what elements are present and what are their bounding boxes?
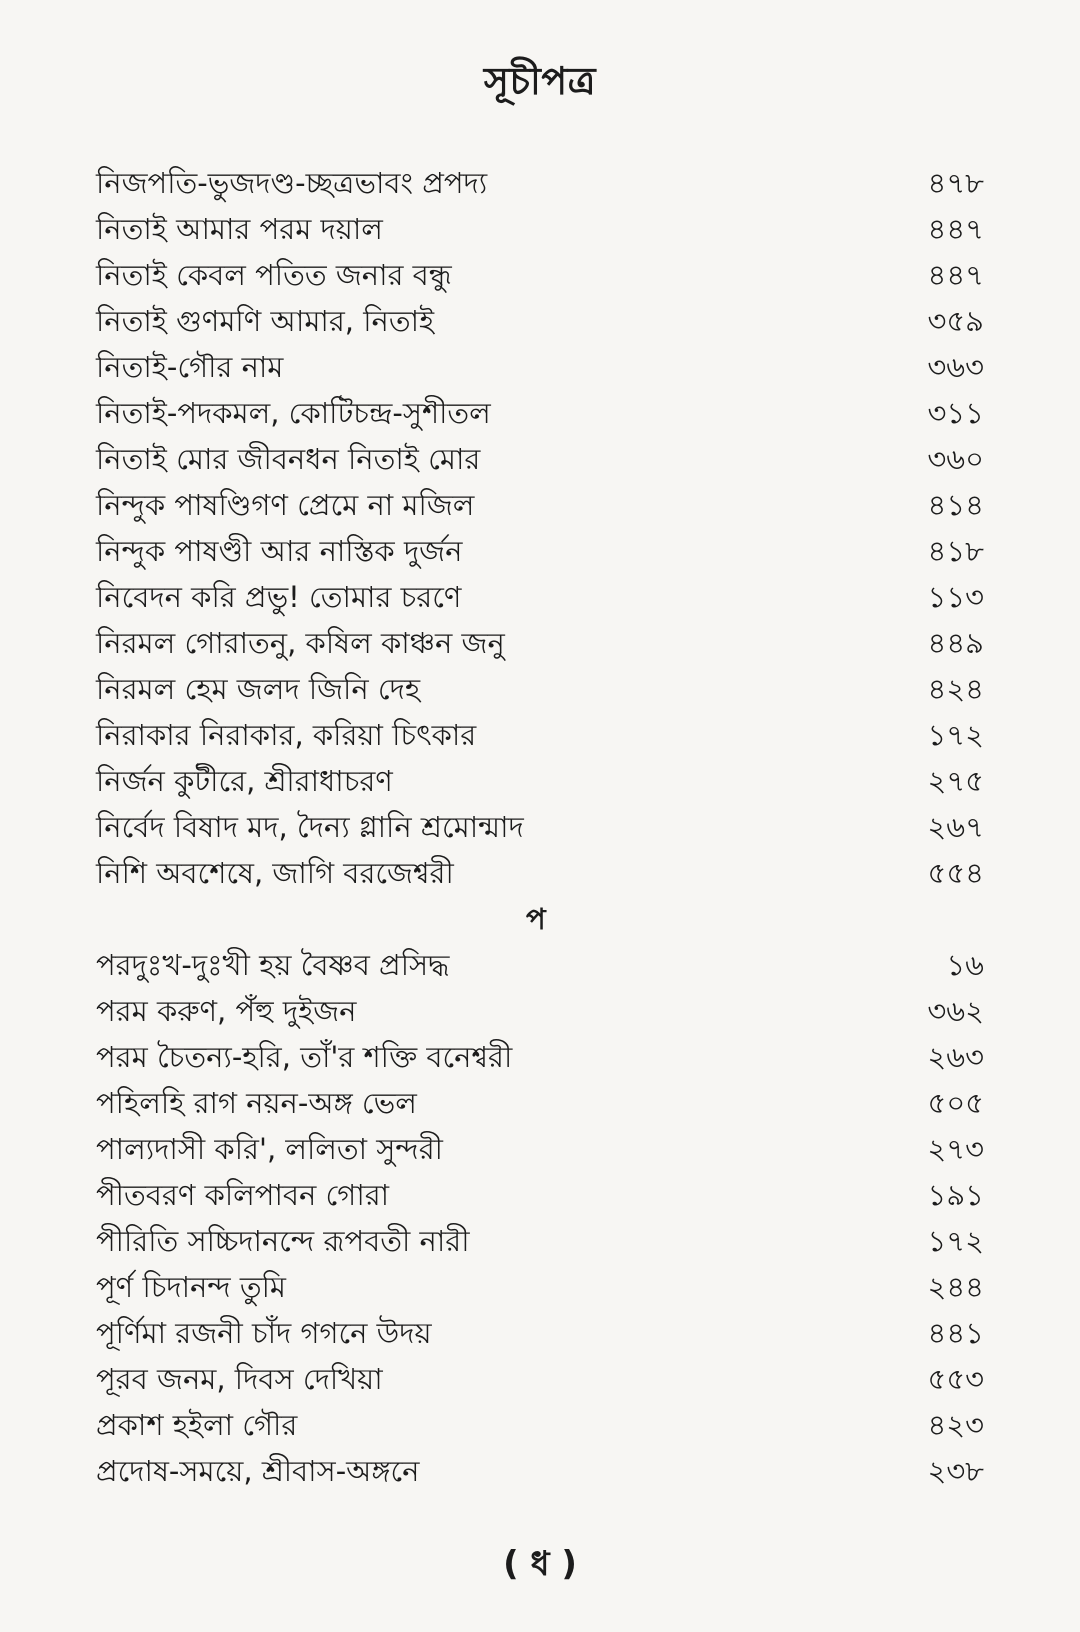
entry-page-number: ৫৫৩ — [927, 1362, 984, 1396]
entry-page-number: ২৭৩ — [927, 1132, 984, 1166]
entry-page-number: ৩৬৩ — [927, 350, 984, 384]
entry-page-number: ৫৫৪ — [927, 856, 984, 890]
index-entry — [96, 160, 984, 206]
index-entry — [96, 482, 984, 528]
entry-title: নিশি অবশেষে, জাগি বরজেশ্বরী — [96, 856, 454, 890]
index-entry — [96, 436, 984, 482]
entry-title: নিরমল হেম জলদ জিনি দেহ — [96, 672, 421, 706]
entry-page-number: ৪৪৯ — [927, 626, 984, 660]
entry-title: নিন্দুক পাষণ্ডিগণ প্রেমে না মজিল — [96, 488, 475, 522]
entry-title: নিতাই-গৌর নাম — [96, 350, 284, 384]
entry-page-number: ২৬৭ — [927, 810, 984, 844]
entry-page-number: ২৬৩ — [927, 1040, 984, 1074]
entry-page-number: ৪৪১ — [927, 1316, 984, 1350]
index-entry — [96, 620, 984, 666]
index-entry — [96, 666, 984, 712]
entry-title: নিতাই আমার পরম দয়াল — [96, 212, 383, 246]
entry-title: প্রকাশ হইলা গৌর — [96, 1408, 298, 1442]
entry-page-number: ৩৫৯ — [927, 304, 984, 338]
entry-title: নিতাই-পদকমল, কোটিচন্দ্র-সুশীতল — [96, 396, 491, 430]
entry-title: নিতাই কেবল পতিত জনার বন্ধু — [96, 258, 452, 292]
index-entry — [96, 252, 984, 298]
page-number-footer: ( ধ ) — [503, 1544, 577, 1584]
index-entry — [96, 850, 984, 896]
entry-title: পীতবরণ কলিপাবন গোরা — [96, 1178, 390, 1212]
index-entry — [96, 1402, 984, 1448]
entry-title: পহিলহি রাগ নয়ন-অঙ্গ ভেল — [96, 1086, 417, 1120]
index-entry — [96, 758, 984, 804]
index-entry — [96, 804, 984, 850]
index-entry — [96, 1080, 984, 1126]
entry-title: পরম চৈতন্য-হরি, তাঁ'র শক্তি বনেশ্বরী — [96, 1040, 513, 1074]
entry-title: পূর্ণিমা রজনী চাঁদ গগনে উদয় — [96, 1316, 432, 1350]
index-entry — [96, 1264, 984, 1310]
index-entry — [96, 344, 984, 390]
section-heading: প — [526, 902, 546, 936]
index-entry — [96, 574, 984, 620]
entry-title: পূরব জনম, দিবস দেখিয়া — [96, 1362, 383, 1396]
index-entry — [96, 1218, 984, 1264]
entry-page-number: ৩১১ — [927, 396, 984, 430]
entry-title: পূর্ণ চিদানন্দ তুমি — [96, 1270, 286, 1304]
entry-page-number: ৪১৮ — [927, 534, 984, 568]
entry-page-number: ২৭৫ — [927, 764, 984, 798]
entry-page-number: ৪৪৭ — [927, 212, 984, 246]
entry-page-number: ৩৬০ — [927, 442, 984, 476]
entry-page-number: ১৯১ — [927, 1178, 984, 1212]
entry-title: নিরমল গোরাতনু, কষিল কাঞ্চন জনু — [96, 626, 505, 660]
entry-page-number: ৪২৩ — [927, 1408, 984, 1442]
entry-page-number: ৫০৫ — [927, 1086, 984, 1120]
entry-title: নিবেদন করি প্রভু! তোমার চরণে — [96, 580, 462, 614]
entry-title: নির্বেদ বিষাদ মদ, দৈন্য গ্লানি শ্রমোন্মাদ — [96, 810, 524, 844]
index-entry — [96, 1310, 984, 1356]
index-entry — [96, 942, 984, 988]
entry-title: নিন্দুক পাষণ্ডী আর নাস্তিক দুর্জন — [96, 534, 463, 568]
entry-page-number: ৪১৪ — [927, 488, 984, 522]
index-entry — [96, 1126, 984, 1172]
entry-page-number: ১৭২ — [927, 718, 984, 752]
index-entry — [96, 988, 984, 1034]
entry-page-number: ২৩৮ — [927, 1454, 984, 1488]
entry-page-number: ১১৩ — [927, 580, 984, 614]
entry-title: নির্জন কুটীরে, শ্রীরাধাচরণ — [96, 764, 393, 798]
entry-title: নিতাই মোর জীবনধন নিতাই মোর — [96, 442, 481, 476]
entry-page-number: ১৭২ — [927, 1224, 984, 1258]
index-entry — [96, 206, 984, 252]
entry-title: পরদুঃখ-দুঃখী হয় বৈষ্ণব প্রসিদ্ধ — [96, 948, 450, 982]
entry-title: নিতাই গুণমণি আমার, নিতাই — [96, 304, 435, 338]
index-entry — [96, 1172, 984, 1218]
entry-title: নিজপতি-ভুজদণ্ড-চ্ছত্রভাবং প্রপদ্য — [96, 166, 488, 200]
entry-page-number: ৩৬২ — [927, 994, 984, 1028]
entry-page-number: ১৬ — [946, 948, 984, 982]
index-entry — [96, 390, 984, 436]
entry-page-number: ২৪৪ — [927, 1270, 984, 1304]
index-entry — [96, 1356, 984, 1402]
entry-title: পীরিতি সচ্চিদানন্দে রূপবতী নারী — [96, 1224, 470, 1258]
index-entry — [96, 528, 984, 574]
page-title: সূচীপত্র — [483, 59, 597, 103]
entry-title: প্রদোষ-সময়ে, শ্রীবাস-অঙ্গনে — [96, 1454, 420, 1488]
index-entry — [96, 712, 984, 758]
entry-page-number: ৪২৪ — [927, 672, 984, 706]
entry-page-number: ৪৪৭ — [927, 258, 984, 292]
index-entry — [96, 1448, 984, 1494]
entry-page-number: ৪৭৮ — [927, 166, 984, 200]
index-entry — [96, 1034, 984, 1080]
index-entries — [96, 160, 984, 1494]
entry-title: পাল্যদাসী করি', ললিতা সুন্দরী — [96, 1132, 443, 1166]
index-entry — [96, 298, 984, 344]
entry-title: পরম করুণ, পঁহু দুইজন — [96, 994, 357, 1028]
entry-title: নিরাকার নিরাকার, করিয়া চিৎকার — [96, 718, 477, 752]
